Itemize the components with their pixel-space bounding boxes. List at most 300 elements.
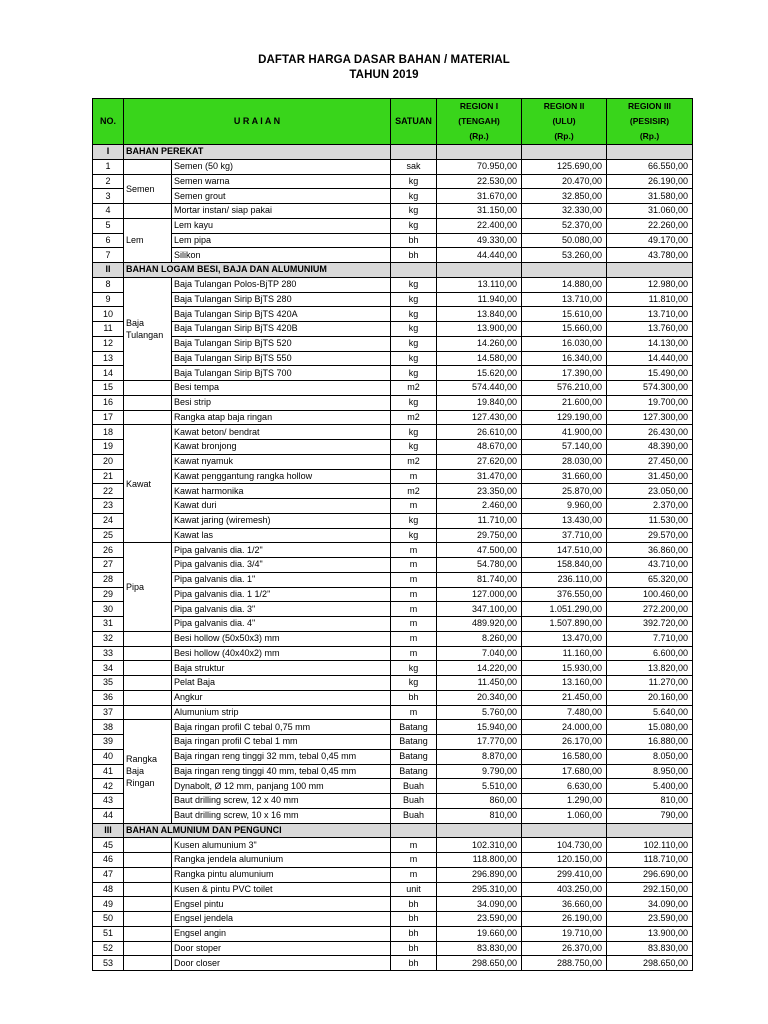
price-region-3: 26.190,00 xyxy=(607,174,693,189)
price-region-2: 16.340,00 xyxy=(522,351,607,366)
price-region-3: 296.690,00 xyxy=(607,867,693,882)
unit-cell: kg xyxy=(391,351,437,366)
group-label: Lem xyxy=(124,218,172,262)
table-row xyxy=(93,941,693,956)
row-number: 46 xyxy=(93,853,124,868)
row-number: 30 xyxy=(93,602,124,617)
table-row xyxy=(93,897,693,912)
price-region-1: 14.260,00 xyxy=(437,336,522,351)
group-label xyxy=(124,381,172,396)
row-number: 49 xyxy=(93,897,124,912)
item-description: Kawat las xyxy=(172,528,391,543)
price-region-3: 49.170,00 xyxy=(607,233,693,248)
price-region-1: 70.950,00 xyxy=(437,159,522,174)
row-number: 14 xyxy=(93,366,124,381)
price-region-3: 292.150,00 xyxy=(607,882,693,897)
price-region-2: 14.880,00 xyxy=(522,277,607,292)
price-region-2: 120.150,00 xyxy=(522,853,607,868)
item-description: Semen grout xyxy=(172,189,391,204)
col-header-region-1 xyxy=(437,99,522,145)
unit-cell: m xyxy=(391,631,437,646)
item-description: Semen warna xyxy=(172,174,391,189)
table-row xyxy=(93,248,693,263)
price-region-3: 2.370,00 xyxy=(607,499,693,514)
table-row xyxy=(93,277,693,292)
price-region-2: 129.190,00 xyxy=(522,410,607,425)
table-row xyxy=(93,617,693,632)
table-row xyxy=(93,233,693,248)
section-row xyxy=(93,823,693,838)
region-2-name: REGION II xyxy=(543,101,585,111)
price-region-1: 14.580,00 xyxy=(437,351,522,366)
item-description: Baja Tulangan Sirip BjTS 420B xyxy=(172,322,391,337)
unit-cell: m xyxy=(391,867,437,882)
price-region-3: 574.300,00 xyxy=(607,381,693,396)
group-label xyxy=(124,631,172,646)
group-label xyxy=(124,690,172,705)
item-description: Kawat harmonika xyxy=(172,484,391,499)
row-number: 39 xyxy=(93,735,124,750)
price-region-1: 2.460,00 xyxy=(437,499,522,514)
section-blank-satuan xyxy=(391,145,437,160)
section-number: I xyxy=(93,145,124,160)
unit-cell: bh xyxy=(391,233,437,248)
item-description: Baja Tulangan Sirip BjTS 520 xyxy=(172,336,391,351)
table-row xyxy=(93,558,693,573)
section-number: II xyxy=(93,263,124,278)
price-region-1: 15.940,00 xyxy=(437,720,522,735)
price-region-2: 158.840,00 xyxy=(522,558,607,573)
price-region-1: 31.150,00 xyxy=(437,204,522,219)
price-region-1: 296.890,00 xyxy=(437,867,522,882)
price-region-3: 13.900,00 xyxy=(607,926,693,941)
price-region-2: 17.390,00 xyxy=(522,366,607,381)
item-description: Kawat penggantung rangka hollow xyxy=(172,469,391,484)
price-region-2: 299.410,00 xyxy=(522,867,607,882)
price-region-3: 48.390,00 xyxy=(607,440,693,455)
item-description: Besi hollow (50x50x3) mm xyxy=(172,631,391,646)
section-blank-region-1 xyxy=(437,145,522,160)
row-number: 53 xyxy=(93,956,124,971)
unit-cell: bh xyxy=(391,912,437,927)
price-region-2: 41.900,00 xyxy=(522,425,607,440)
item-description: Door closer xyxy=(172,956,391,971)
price-region-3: 65.320,00 xyxy=(607,572,693,587)
document-title: DAFTAR HARGA DASAR BAHAN / MATERIAL xyxy=(258,54,510,66)
section-blank-region-1 xyxy=(437,263,522,278)
price-region-2: 236.110,00 xyxy=(522,572,607,587)
price-region-2: 13.160,00 xyxy=(522,676,607,691)
table-row xyxy=(93,676,693,691)
row-number: 3 xyxy=(93,189,124,204)
section-blank-region-3 xyxy=(607,263,693,278)
price-region-1: 49.330,00 xyxy=(437,233,522,248)
unit-cell: bh xyxy=(391,941,437,956)
unit-cell: bh xyxy=(391,897,437,912)
group-label xyxy=(124,912,172,927)
price-region-3: 7.710,00 xyxy=(607,631,693,646)
group-label: Kawat xyxy=(124,425,172,543)
table-row xyxy=(93,322,693,337)
price-region-3: 8.050,00 xyxy=(607,749,693,764)
price-region-1: 48.670,00 xyxy=(437,440,522,455)
table-header-row xyxy=(93,99,693,145)
item-description: Baja ringan reng tinggi 40 mm, tebal 0,45 mm xyxy=(172,764,391,779)
table-row xyxy=(93,912,693,927)
row-number: 52 xyxy=(93,941,124,956)
unit-cell: unit xyxy=(391,882,437,897)
section-number: III xyxy=(93,823,124,838)
unit-cell: m xyxy=(391,499,437,514)
row-number: 1 xyxy=(93,159,124,174)
row-number: 27 xyxy=(93,558,124,573)
price-region-2: 26.170,00 xyxy=(522,735,607,750)
region-3-area: (PESISIR) xyxy=(629,116,670,126)
price-region-3: 392.720,00 xyxy=(607,617,693,632)
row-number: 8 xyxy=(93,277,124,292)
item-description: Engsel jendela xyxy=(172,912,391,927)
item-description: Baja struktur xyxy=(172,661,391,676)
price-region-3: 118.710,00 xyxy=(607,853,693,868)
price-region-3: 31.060,00 xyxy=(607,204,693,219)
price-region-2: 52.370,00 xyxy=(522,218,607,233)
row-number: 20 xyxy=(93,454,124,469)
group-label xyxy=(124,897,172,912)
unit-cell: kg xyxy=(391,676,437,691)
row-number: 19 xyxy=(93,440,124,455)
price-region-2: 31.660,00 xyxy=(522,469,607,484)
price-region-3: 12.980,00 xyxy=(607,277,693,292)
row-number: 44 xyxy=(93,808,124,823)
price-region-2: 26.370,00 xyxy=(522,941,607,956)
section-blank-satuan xyxy=(391,263,437,278)
price-region-3: 23.590,00 xyxy=(607,912,693,927)
price-region-1: 11.940,00 xyxy=(437,292,522,307)
item-description: Baja ringan profil C tebal 1 mm xyxy=(172,735,391,750)
unit-cell: bh xyxy=(391,956,437,971)
unit-cell: kg xyxy=(391,425,437,440)
unit-cell: kg xyxy=(391,218,437,233)
item-description: Dynabolt, Ø 12 mm, panjang 100 mm xyxy=(172,779,391,794)
price-region-2: 15.930,00 xyxy=(522,661,607,676)
price-region-2: 28.030,00 xyxy=(522,454,607,469)
price-region-2: 1.060,00 xyxy=(522,808,607,823)
price-region-1: 34.090,00 xyxy=(437,897,522,912)
price-region-3: 15.490,00 xyxy=(607,366,693,381)
item-description: Silikon xyxy=(172,248,391,263)
table-row xyxy=(93,926,693,941)
table-row xyxy=(93,307,693,322)
item-description: Kawat beton/ bendrat xyxy=(172,425,391,440)
price-region-1: 81.740,00 xyxy=(437,572,522,587)
price-region-3: 19.700,00 xyxy=(607,395,693,410)
item-description: Pipa galvanis dia. 1/2" xyxy=(172,543,391,558)
unit-cell: Batang xyxy=(391,764,437,779)
item-description: Pelat Baja xyxy=(172,676,391,691)
price-region-1: 13.110,00 xyxy=(437,277,522,292)
unit-cell: Batang xyxy=(391,749,437,764)
table-row xyxy=(93,425,693,440)
price-region-3: 26.430,00 xyxy=(607,425,693,440)
price-region-1: 127.430,00 xyxy=(437,410,522,425)
price-region-2: 7.480,00 xyxy=(522,705,607,720)
unit-cell: m xyxy=(391,617,437,632)
row-number: 35 xyxy=(93,676,124,691)
table-row xyxy=(93,720,693,735)
price-region-3: 43.780,00 xyxy=(607,248,693,263)
group-label xyxy=(124,941,172,956)
unit-cell: kg xyxy=(391,366,437,381)
row-number: 23 xyxy=(93,499,124,514)
table-row xyxy=(93,440,693,455)
unit-cell: Buah xyxy=(391,779,437,794)
item-description: Besi hollow (40x40x2) mm xyxy=(172,646,391,661)
price-region-2: 17.680,00 xyxy=(522,764,607,779)
price-region-3: 43.710,00 xyxy=(607,558,693,573)
price-region-3: 13.760,00 xyxy=(607,322,693,337)
unit-cell: kg xyxy=(391,322,437,337)
price-region-3: 810,00 xyxy=(607,794,693,809)
row-number: 13 xyxy=(93,351,124,366)
item-description: Rangka jendela alumunium xyxy=(172,853,391,868)
item-description: Baja ringan profil C tebal 0,75 mm xyxy=(172,720,391,735)
row-number: 16 xyxy=(93,395,124,410)
item-description: Lem pipa xyxy=(172,233,391,248)
table-row xyxy=(93,779,693,794)
item-description: Kawat nyamuk xyxy=(172,454,391,469)
section-blank-region-3 xyxy=(607,145,693,160)
price-region-2: 37.710,00 xyxy=(522,528,607,543)
price-region-2: 6.630,00 xyxy=(522,779,607,794)
price-table xyxy=(92,98,693,971)
col-header-uraian: U R A I A N xyxy=(124,99,391,145)
unit-cell: bh xyxy=(391,690,437,705)
row-number: 51 xyxy=(93,926,124,941)
row-number: 37 xyxy=(93,705,124,720)
row-number: 7 xyxy=(93,248,124,263)
item-description: Besi strip xyxy=(172,395,391,410)
price-region-3: 15.080,00 xyxy=(607,720,693,735)
price-region-3: 8.950,00 xyxy=(607,764,693,779)
section-row xyxy=(93,263,693,278)
row-number: 11 xyxy=(93,322,124,337)
unit-cell: m xyxy=(391,587,437,602)
table-row xyxy=(93,174,693,189)
row-number: 34 xyxy=(93,661,124,676)
unit-cell: m xyxy=(391,838,437,853)
row-number: 31 xyxy=(93,617,124,632)
price-region-3: 13.710,00 xyxy=(607,307,693,322)
table-row xyxy=(93,572,693,587)
item-description: Baja Tulangan Sirip BjTS 700 xyxy=(172,366,391,381)
unit-cell: m xyxy=(391,558,437,573)
item-description: Mortar instan/ siap pakai xyxy=(172,204,391,219)
price-region-3: 14.440,00 xyxy=(607,351,693,366)
unit-cell: m xyxy=(391,572,437,587)
price-region-3: 29.570,00 xyxy=(607,528,693,543)
price-region-3: 27.450,00 xyxy=(607,454,693,469)
group-label xyxy=(124,410,172,425)
price-region-2: 57.140,00 xyxy=(522,440,607,455)
row-number: 32 xyxy=(93,631,124,646)
row-number: 9 xyxy=(93,292,124,307)
item-description: Kawat bronjong xyxy=(172,440,391,455)
row-number: 18 xyxy=(93,425,124,440)
unit-cell: kg xyxy=(391,204,437,219)
row-number: 25 xyxy=(93,528,124,543)
price-region-3: 272.200,00 xyxy=(607,602,693,617)
row-number: 43 xyxy=(93,794,124,809)
table-row xyxy=(93,381,693,396)
group-label: Baja Tulangan xyxy=(124,277,172,380)
price-region-1: 23.590,00 xyxy=(437,912,522,927)
region-1-area: (TENGAH) xyxy=(458,116,500,126)
table-row xyxy=(93,587,693,602)
row-number: 48 xyxy=(93,882,124,897)
item-description: Rangka pintu alumunium xyxy=(172,867,391,882)
unit-cell: kg xyxy=(391,292,437,307)
table-row xyxy=(93,735,693,750)
price-region-2: 104.730,00 xyxy=(522,838,607,853)
item-description: Baja Tulangan Polos-BjTP 280 xyxy=(172,277,391,292)
group-label xyxy=(124,676,172,691)
price-region-1: 14.220,00 xyxy=(437,661,522,676)
price-region-1: 31.470,00 xyxy=(437,469,522,484)
region-2-area: (ULU) xyxy=(552,116,576,126)
group-label xyxy=(124,705,172,720)
table-row xyxy=(93,528,693,543)
item-description: Alumunium strip xyxy=(172,705,391,720)
price-region-2: 26.190,00 xyxy=(522,912,607,927)
table-row xyxy=(93,351,693,366)
item-description: Kawat jaring (wiremesh) xyxy=(172,513,391,528)
price-region-1: 102.310,00 xyxy=(437,838,522,853)
price-region-1: 17.770,00 xyxy=(437,735,522,750)
price-region-1: 8.870,00 xyxy=(437,749,522,764)
table-row xyxy=(93,292,693,307)
document-year: TAHUN 2019 xyxy=(349,69,419,81)
section-label: BAHAN ALMUNIUM DAN PENGUNCI xyxy=(124,823,391,838)
table-row xyxy=(93,395,693,410)
price-region-2: 24.000,00 xyxy=(522,720,607,735)
price-region-1: 44.440,00 xyxy=(437,248,522,263)
price-region-3: 100.460,00 xyxy=(607,587,693,602)
col-header-region-2 xyxy=(522,99,607,145)
price-region-2: 15.610,00 xyxy=(522,307,607,322)
price-region-2: 15.660,00 xyxy=(522,322,607,337)
item-description: Engsel angin xyxy=(172,926,391,941)
price-region-1: 23.350,00 xyxy=(437,484,522,499)
unit-cell: m xyxy=(391,705,437,720)
row-number: 17 xyxy=(93,410,124,425)
unit-cell: m xyxy=(391,602,437,617)
section-row xyxy=(93,145,693,160)
group-label xyxy=(124,159,172,174)
price-region-3: 11.530,00 xyxy=(607,513,693,528)
price-region-3: 6.600,00 xyxy=(607,646,693,661)
price-region-1: 83.830,00 xyxy=(437,941,522,956)
price-region-1: 15.620,00 xyxy=(437,366,522,381)
item-description: Kawat duri xyxy=(172,499,391,514)
unit-cell: Buah xyxy=(391,808,437,823)
section-blank-region-2 xyxy=(522,823,607,838)
item-description: Pipa galvanis dia. 3" xyxy=(172,602,391,617)
unit-cell: Batang xyxy=(391,735,437,750)
table-row xyxy=(93,749,693,764)
table-row xyxy=(93,189,693,204)
price-region-2: 16.580,00 xyxy=(522,749,607,764)
price-region-3: 298.650,00 xyxy=(607,956,693,971)
table-row xyxy=(93,513,693,528)
price-region-1: 31.670,00 xyxy=(437,189,522,204)
group-label xyxy=(124,867,172,882)
price-region-2: 25.870,00 xyxy=(522,484,607,499)
price-region-1: 54.780,00 xyxy=(437,558,522,573)
price-region-3: 5.400,00 xyxy=(607,779,693,794)
price-region-1: 13.840,00 xyxy=(437,307,522,322)
section-blank-region-2 xyxy=(522,145,607,160)
table-row xyxy=(93,469,693,484)
row-number: 21 xyxy=(93,469,124,484)
unit-cell: bh xyxy=(391,926,437,941)
price-region-1: 20.340,00 xyxy=(437,690,522,705)
item-description: Kusen & pintu PVC toilet xyxy=(172,882,391,897)
col-header-region-3 xyxy=(607,99,693,145)
unit-cell: m xyxy=(391,469,437,484)
unit-cell: Batang xyxy=(391,720,437,735)
row-number: 50 xyxy=(93,912,124,927)
price-region-1: 29.750,00 xyxy=(437,528,522,543)
item-description: Besi tempa xyxy=(172,381,391,396)
price-region-3: 23.050,00 xyxy=(607,484,693,499)
price-region-1: 489.920,00 xyxy=(437,617,522,632)
price-region-1: 26.610,00 xyxy=(437,425,522,440)
table-row xyxy=(93,204,693,219)
group-label xyxy=(124,395,172,410)
price-region-2: 21.600,00 xyxy=(522,395,607,410)
unit-cell: kg xyxy=(391,277,437,292)
price-region-1: 7.040,00 xyxy=(437,646,522,661)
unit-cell: m2 xyxy=(391,484,437,499)
region-1-name: REGION I xyxy=(459,101,499,111)
price-region-2: 147.510,00 xyxy=(522,543,607,558)
item-description: Baut drilling screw, 10 x 16 mm xyxy=(172,808,391,823)
table-row xyxy=(93,794,693,809)
price-region-3: 127.300,00 xyxy=(607,410,693,425)
price-region-2: 16.030,00 xyxy=(522,336,607,351)
price-region-1: 8.260,00 xyxy=(437,631,522,646)
row-number: 24 xyxy=(93,513,124,528)
row-number: 5 xyxy=(93,218,124,233)
price-region-1: 22.400,00 xyxy=(437,218,522,233)
price-region-2: 13.470,00 xyxy=(522,631,607,646)
price-region-1: 574.440,00 xyxy=(437,381,522,396)
price-region-1: 11.710,00 xyxy=(437,513,522,528)
item-description: Engsel pintu xyxy=(172,897,391,912)
unit-cell: m2 xyxy=(391,454,437,469)
item-description: Pipa galvanis dia. 1 1/2" xyxy=(172,587,391,602)
group-label xyxy=(124,853,172,868)
price-region-2: 376.550,00 xyxy=(522,587,607,602)
unit-cell: sak xyxy=(391,159,437,174)
item-description: Baja Tulangan Sirip BjTS 550 xyxy=(172,351,391,366)
table-row xyxy=(93,602,693,617)
price-region-1: 5.760,00 xyxy=(437,705,522,720)
region-3-name: REGION III xyxy=(628,101,671,111)
item-description: Semen (50 kg) xyxy=(172,159,391,174)
row-number: 47 xyxy=(93,867,124,882)
price-region-2: 20.470,00 xyxy=(522,174,607,189)
